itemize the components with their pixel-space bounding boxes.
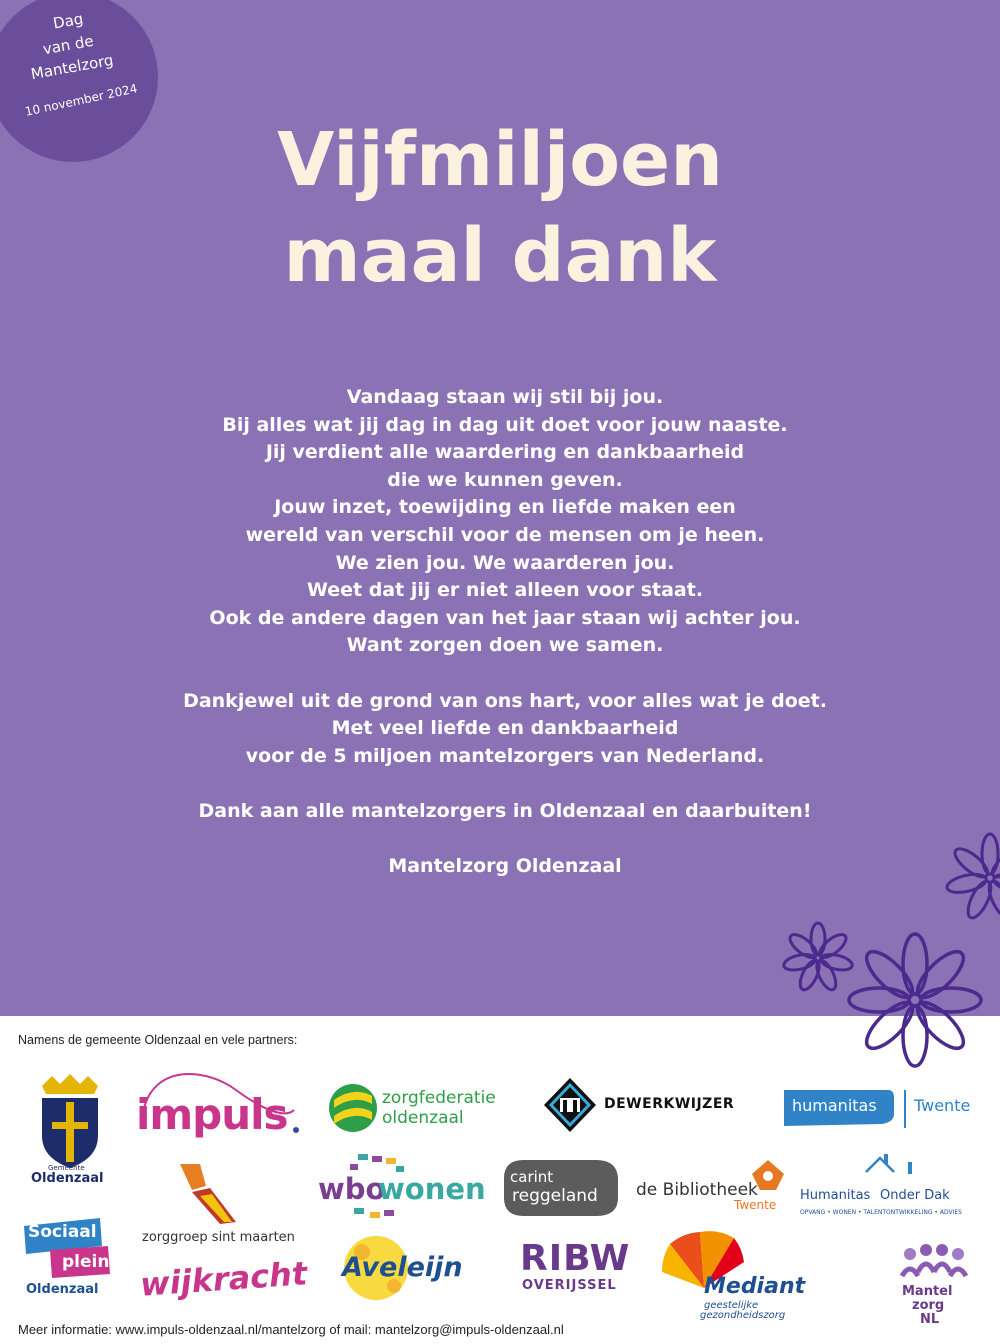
- impuls-name: impuls: [136, 1090, 288, 1139]
- flower-icon: [782, 923, 853, 993]
- badge-line-3: Mantelzorg: [29, 50, 115, 84]
- logo-ribw-overijssel: [520, 1240, 640, 1296]
- mantelzorg-name-2: zorg: [912, 1298, 945, 1313]
- gemeente-label: Gemeente: [48, 1164, 85, 1172]
- logo-gemeente-oldenzaal: [30, 1072, 110, 1184]
- logo-de-bibliotheek: [636, 1158, 792, 1216]
- sociaal-name-1: Sociaal: [28, 1222, 97, 1242]
- logo-humanitas-onder-dak: [798, 1152, 998, 1224]
- logo-aveleijn: [332, 1230, 482, 1310]
- flower-icon: [849, 934, 981, 1066]
- partners-label: Namens de gemeente Oldenzaal en vele partners:: [18, 1033, 298, 1047]
- signature: Mantelzorg Oldenzaal: [388, 855, 622, 878]
- ribw-name: RIBW: [520, 1238, 631, 1279]
- wbo-name-a: wbo: [318, 1172, 386, 1206]
- humanitas-region: Twente: [914, 1096, 971, 1115]
- logo-humanitas-twente: [782, 1088, 982, 1128]
- logo-impuls: [136, 1068, 306, 1148]
- badge-line-1: Dag: [51, 9, 85, 33]
- message-line: Bij alles wat jij dag in dag uit doet voor jouw naaste.: [222, 413, 788, 436]
- message-line: Jij verdient alle waardering en dankbaarheid: [265, 441, 745, 464]
- zorggroep-name: zorggroep sint maarten: [142, 1230, 295, 1245]
- wbo-name-b: wonen: [378, 1172, 486, 1206]
- badge-line-2: van de: [41, 31, 95, 59]
- logo-wbo-wonen: [318, 1152, 486, 1224]
- wijkracht-name: wijkracht: [138, 1254, 309, 1304]
- message-line: die we kunnen geven.: [387, 468, 623, 491]
- message-line: Weet dat jij er niet alleen voor staat.: [306, 579, 704, 602]
- logo-zorgfederatie: [328, 1078, 528, 1138]
- werkwijzer-icon: [540, 1076, 600, 1134]
- mediant-name-3: gezondheidszorg: [700, 1310, 786, 1321]
- message-line: Vandaag staan wij stil bij jou.: [346, 386, 664, 408]
- mediant-name: Mediant: [704, 1274, 806, 1299]
- zorggroep-icon: [140, 1162, 310, 1226]
- bibliotheek-region: Twente: [734, 1198, 777, 1212]
- badge-date: 10 november 2024: [23, 81, 139, 119]
- ribw-name-2: OVERIJSSEL: [522, 1278, 617, 1293]
- zorgfederatie-name-2: oldenzaal: [382, 1108, 464, 1128]
- message-line: Dankjewel uit de grond van ons hart, voor alles wat je doet.: [183, 689, 827, 712]
- carint-name-2: reggeland: [512, 1186, 598, 1206]
- logo-mediant: [660, 1226, 820, 1320]
- humanitas-name: humanitas: [792, 1096, 877, 1115]
- message-line: voor de 5 miljoen mantelzorgers van Nederland.: [245, 744, 765, 767]
- mantelzorg-name-1: Mantel: [902, 1284, 953, 1299]
- title-line-2: maal dank: [283, 213, 717, 299]
- message-line: wereld van verschil voor de mensen om je heen.: [245, 523, 765, 546]
- carint-name-1: carint: [510, 1168, 554, 1186]
- humanitas-od-name-2: Onder Dak: [880, 1188, 950, 1203]
- logo-zorggroep-sint-maarten: [140, 1162, 310, 1252]
- mantelzorg-name-3: NL: [920, 1312, 940, 1327]
- footer-info: Meer informatie: www.impuls-oldenzaal.nl/mantelzorg of mail: mantelzorg@impuls-oldenzaal.nl: [18, 1322, 564, 1337]
- logo-dewerkwijzer: [540, 1076, 740, 1134]
- logo-wijkracht: [138, 1254, 310, 1308]
- message-line: Want zorgen doen we samen.: [346, 634, 664, 657]
- flower-icon: [945, 834, 1000, 921]
- humanitas-od-tagline: OPVANG • WONEN • TALENTONTWIKKELING • ADVIES: [800, 1209, 962, 1216]
- gemeente-name: Oldenzaal: [31, 1171, 104, 1186]
- zorgfederatie-icon: [328, 1078, 378, 1138]
- sociaal-name-3: Oldenzaal: [26, 1282, 99, 1297]
- aveleijn-name: Aveleijn: [342, 1252, 463, 1283]
- title-line-1: Vijfmiljoen: [277, 117, 723, 203]
- message-line: Jouw inzet, toewijding en liefde maken een: [274, 496, 736, 519]
- message-line: We zien jou. We waarderen jou.: [335, 551, 675, 574]
- logo-sociaal-plein: [22, 1216, 114, 1300]
- mantelzorg-people-icon: [898, 1242, 978, 1282]
- message-line: Met veel liefde en dankbaarheid: [331, 717, 679, 740]
- zorgfederatie-name-1: zorgfederatie: [382, 1088, 496, 1108]
- bibliotheek-name: de Bibliotheek: [636, 1180, 758, 1200]
- message-line: Ook de andere dagen van het jaar staan wij achter jou.: [209, 606, 801, 629]
- logo-carint-reggeland: [500, 1158, 622, 1218]
- humanitas-od-name: Humanitas: [800, 1188, 871, 1203]
- mediant-name-2: geestelijke: [704, 1300, 759, 1311]
- sociaal-name-2: plein: [62, 1252, 110, 1272]
- closing-line: Dank aan alle mantelzorgers in Oldenzaal en daarbuiten!: [198, 799, 812, 822]
- logo-mantelzorg-nl: [898, 1242, 978, 1332]
- werkwijzer-name: DEWERKWIJZER: [604, 1096, 735, 1112]
